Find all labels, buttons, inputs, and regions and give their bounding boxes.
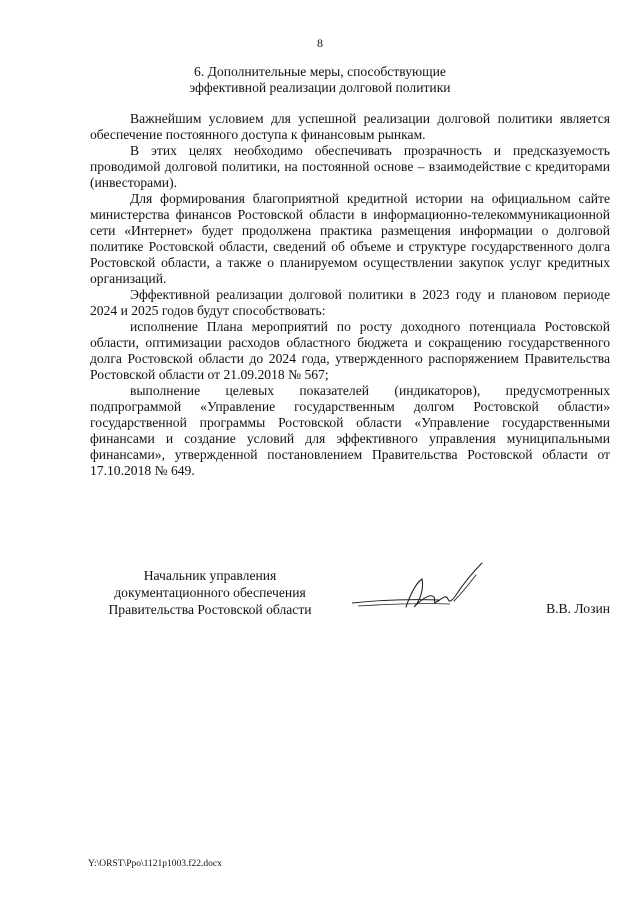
paragraph-transparency: В этих целях необходимо обеспечивать прозрачность и предсказуемость проводимой долговой политики, на постоянной основе – взаимодействие с кредиторами (инвесторами).: [90, 143, 610, 190]
file-path: Y:\ORST\Ppo\1121p1003.f22.docx: [88, 859, 222, 869]
section-heading-line-2: эффективной реализации долговой политики: [189, 80, 451, 95]
section-heading-line-1: 6. Дополнительные меры, способствующие: [194, 64, 446, 79]
signatory-title: [90, 567, 330, 618]
section-heading: [0, 64, 640, 96]
signatory-title-line-3: Правительства Ростовской области: [108, 602, 312, 617]
paragraph-target-indicators: выполнение целевых показателей (индикаторов), предусмотренных подпрограммой «Управление государственным долгом Ростовской области» государственной программы Ростовской области «Управление государственными финансами и создание условий для эффективного управления муниципальными финансами», утвержденной постановлением Правительства Ростовской области от 17.10.2018 № 649.: [90, 383, 610, 478]
handwritten-signature-icon: [350, 559, 500, 619]
signatory-title-line-2: документационного обеспечения: [114, 585, 306, 600]
paragraph-plan-execution: исполнение Плана мероприятий по росту доходного потенциала Ростовской области, оптимизации расходов областного бюджета и сокращению государственного долга Ростовской области до 2024 года, утвержденного распоряжением Правительства Ростовской области от 21.09.2018 № 567;: [90, 319, 610, 382]
signatory-name: В.В. Лозин: [546, 601, 610, 616]
signature-block: [90, 567, 610, 627]
signatory-title-line-1: Начальник управления: [143, 568, 277, 583]
paragraph-market-access: Важнейшим условием для успешной реализации долговой политики является обеспечение постоянного доступа к финансовым рынкам.: [90, 111, 610, 142]
paragraph-credit-history: Для формирования благоприятной кредитной истории на официальном сайте министерства финансов Ростовской области в информационно-телекоммуникационной сети «Интернет» будет продолжена практика размещения информации о долговой политике Ростовской области, сведений об объеме и структуре государственного долга Ростовской области, а также о планируемом осуществлении закупок услуг кредитных организаций.: [90, 191, 610, 286]
body-text: [90, 111, 610, 479]
page-number: 8: [317, 36, 323, 50]
paragraph-effective-implementation: Эффективной реализации долговой политики в 2023 году и плановом периоде 2024 и 2025 годов будут способствовать:: [90, 287, 610, 318]
